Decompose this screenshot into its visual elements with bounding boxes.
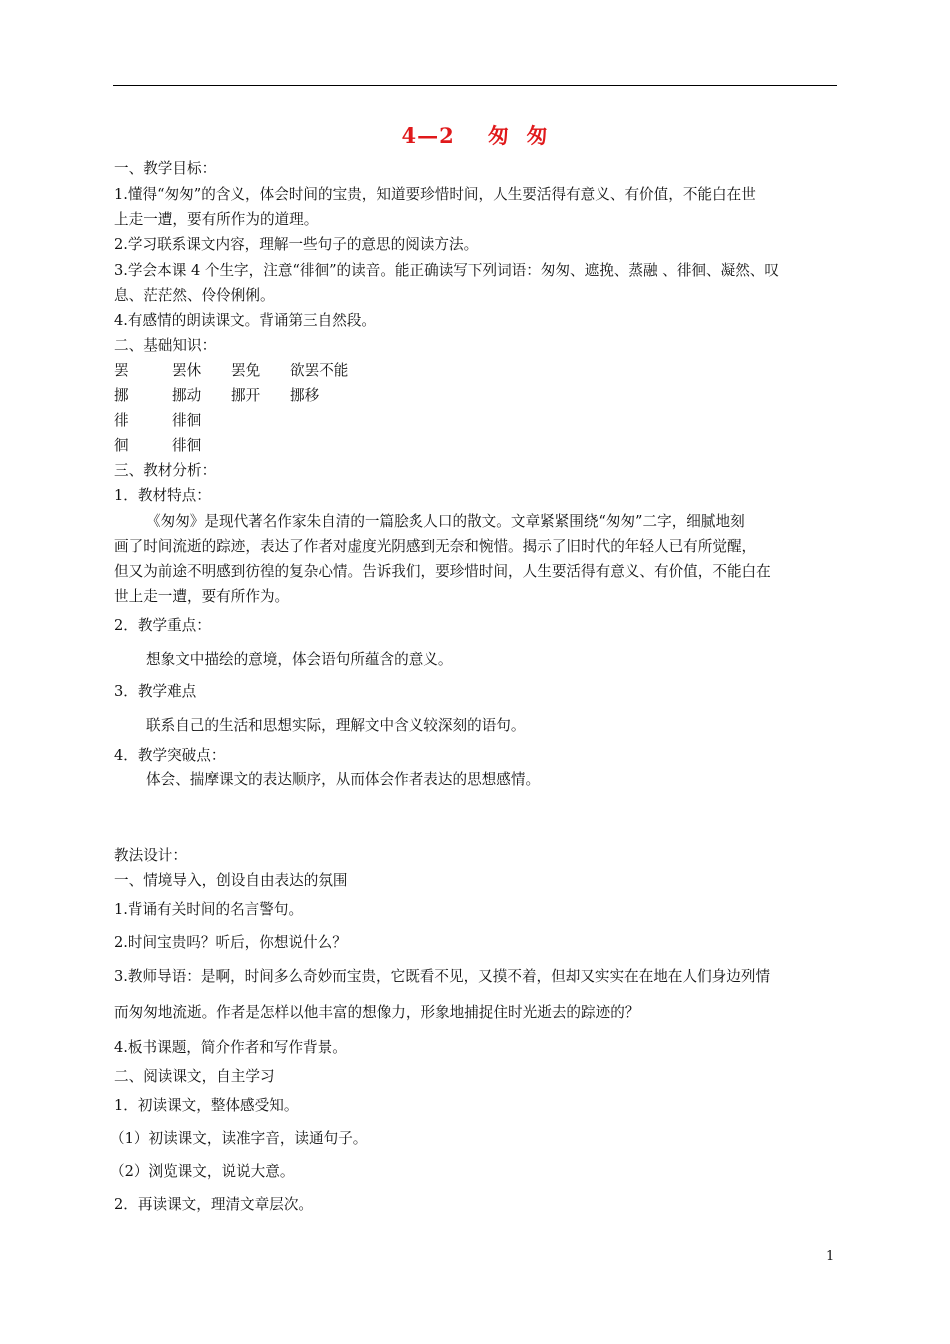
subheading-features: 1．教材特点： [114, 487, 211, 504]
method-subitem: （1）初读课文，读准字音，读通句子。 [110, 1130, 368, 1147]
method-item: 而匆匆地流逝。作者是怎样以他丰富的想像力，形象地捕捉住时光逝去的踪迹的？ [114, 1004, 640, 1021]
paragraph-line: 体会、揣摩课文的表达顺序，从而体会作者表达的思想感情。 [146, 771, 541, 788]
paragraph-line: 但又为前途不明感到彷徨的复杂心情。告诉我们，要珍惜时间，人生要活得有意义、有价值，不能白在 [114, 563, 771, 580]
method-item: 2．再读课文，理清文章层次。 [114, 1196, 314, 1213]
page-number: 1 [826, 1249, 835, 1264]
method-item: 1.背诵有关时间的名言警句。 [114, 901, 304, 918]
goal-line: 上走一遭，要有所作为的道理。 [114, 211, 319, 228]
header-rule [113, 85, 837, 86]
goal-line: 4.有感情的朗读课文。背诵第三自然段。 [114, 312, 377, 329]
paragraph-line: 《匆匆》是现代著名作家朱自清的一篇脍炙人口的散文。文章紧紧围绕“匆匆”二字，细腻地刻 [146, 513, 745, 530]
vocab-char: 罢 [114, 362, 129, 379]
section-heading-basics: 二、基础知识： [114, 337, 217, 354]
vocab-word: 挪开 [231, 387, 261, 404]
method-step: 二、阅读课文，自主学习 [114, 1068, 275, 1085]
vocab-char: 徘 [114, 412, 129, 429]
subheading-focus: 2．教学重点： [114, 617, 211, 634]
method-step: 一、情境导入，创设自由表达的氛围 [114, 872, 348, 889]
section-heading-analysis: 三、教材分析： [114, 462, 217, 479]
method-item: 4.板书课题，简介作者和写作背景。 [114, 1039, 347, 1056]
paragraph-line: 联系自己的生活和思想实际，理解文中含义较深刻的语句。 [146, 717, 526, 734]
section-heading-method: 教法设计： [114, 847, 187, 864]
method-subitem: （2）浏览课文，说说大意。 [110, 1163, 295, 1180]
subheading-breakthrough: 4．教学突破点： [114, 747, 226, 764]
vocab-char: 挪 [114, 387, 129, 404]
page-title: 4—2 匆 匆 [401, 123, 549, 148]
section-heading-goals: 一、教学目标： [114, 160, 217, 177]
goal-line: 息、茫茫然、伶伶俐俐。 [114, 287, 275, 304]
paragraph-line: 画了时间流逝的踪迹，表达了作者对虚度光阴感到无奈和惋惜。揭示了旧时代的年轻人已有所觉醒， [114, 538, 757, 555]
vocab-word: 挪移 [290, 387, 320, 404]
paragraph-line: 想象文中描绘的意境，体会语句所蕴含的意义。 [146, 651, 453, 668]
goal-line: 2.学习联系课文内容，理解一些句子的意思的阅读方法。 [114, 236, 479, 253]
goal-line: 1.懂得“匆匆”的含义，体会时间的宝贵，知道要珍惜时间，人生要活得有意义、有价值，不能白在世 [114, 186, 756, 203]
vocab-word: 罢休 [172, 362, 202, 379]
goal-line: 3.学会本课 4 个生字，注意“徘徊”的读音。能正确读写下列词语：匆匆、遮挽、蒸融 、徘徊、凝然、叹 [114, 262, 779, 279]
vocab-word: 罢免 [231, 362, 261, 379]
vocab-word: 徘徊 [172, 437, 202, 454]
vocab-word: 欲罢不能 [290, 362, 349, 379]
method-item: 3.教师导语：是啊，时间多么奇妙而宝贵，它既看不见，又摸不着，但却又实实在在地在人们身边列情 [114, 968, 771, 985]
method-item: 1．初读课文，整体感受知。 [114, 1097, 299, 1114]
vocab-word: 徘徊 [172, 412, 202, 429]
vocab-char: 徊 [114, 437, 129, 454]
paragraph-line: 世上走一遭，要有所作为。 [114, 588, 290, 605]
vocab-word: 挪动 [172, 387, 202, 404]
subheading-difficulty: 3．教学难点 [114, 683, 197, 700]
method-item: 2.时间宝贵吗？听后，你想说什么？ [114, 934, 347, 951]
